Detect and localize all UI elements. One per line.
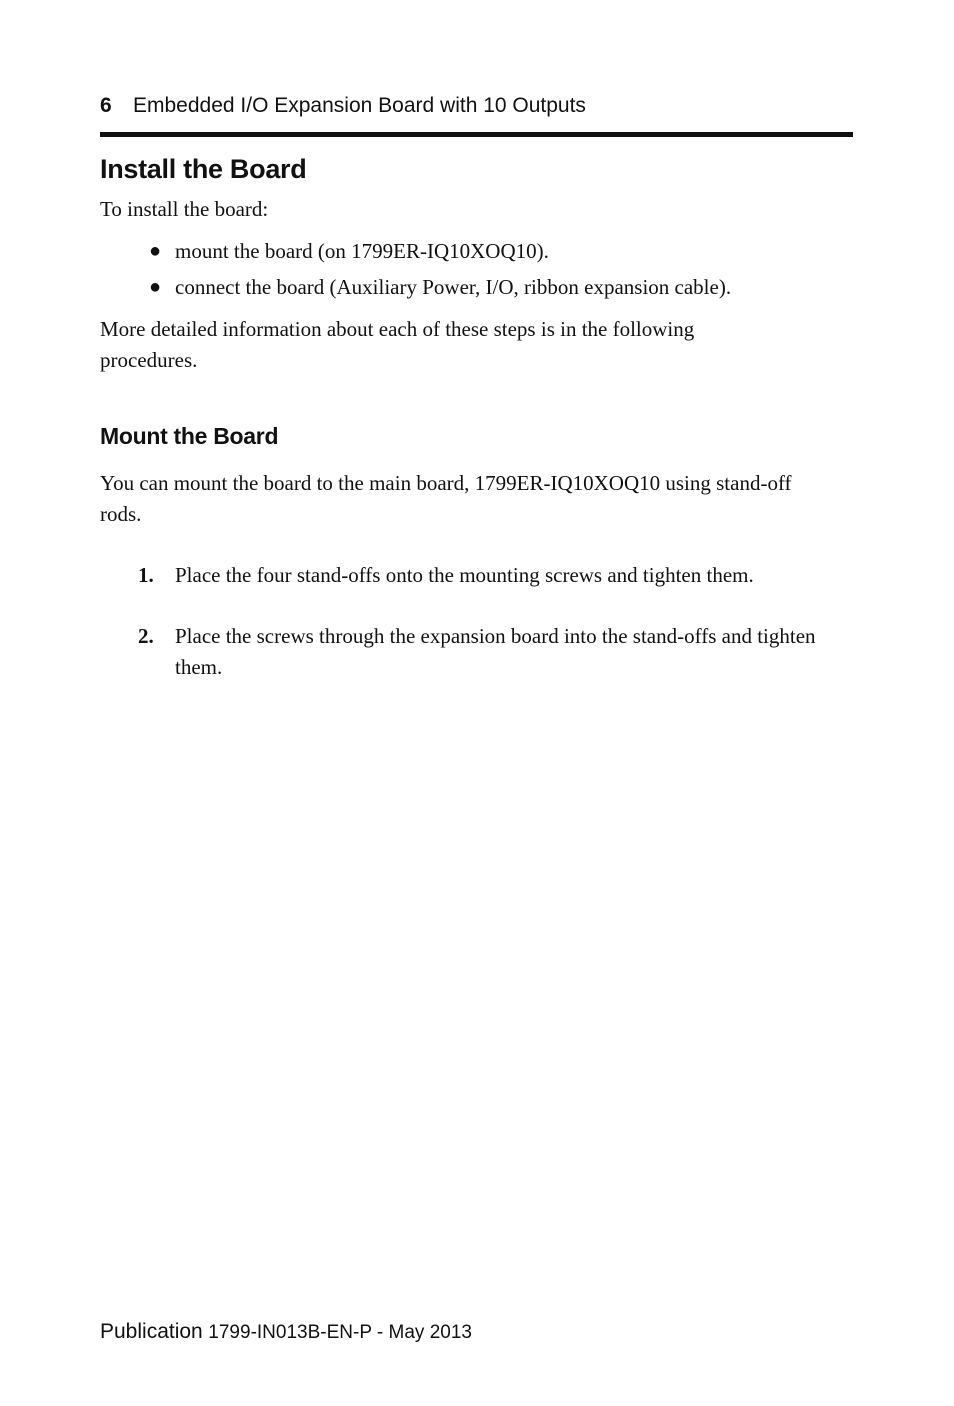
step-number: 2. [138, 624, 154, 648]
mount-intro: You can mount the board to the main board, 1799ER-IQ10XOQ10 using stand-off rods. [100, 471, 792, 526]
step-number: 1. [138, 563, 154, 587]
install-heading: Install the Board [100, 154, 307, 184]
running-header [100, 92, 852, 120]
install-followup: More detailed information about each of these steps is in the following procedures. [100, 317, 695, 372]
bullet-text: connect the board (Auxiliary Power, I/O, ribbon expansion cable). [175, 275, 732, 299]
page-number: 6 [100, 94, 112, 117]
mount-heading: Mount the Board [100, 423, 279, 449]
install-intro: To install the board: [100, 197, 269, 221]
bullet-icon: ● [149, 276, 162, 298]
bullet-text: mount the board (on 1799ER-IQ10XOQ10). [175, 239, 549, 263]
step-text: Place the screws through the expansion board into the stand-offs and tighten them. [175, 624, 816, 679]
publication-label: Publication [100, 1320, 203, 1343]
publication-code: 1799-IN013B-EN-P - May 2013 [208, 1322, 472, 1343]
step-text: Place the four stand-offs onto the mounting screws and tighten them. [175, 563, 754, 587]
footer [100, 1318, 472, 1347]
bullet-icon: ● [149, 240, 162, 262]
header-rule [100, 132, 853, 137]
running-title: Embedded I/O Expansion Board with 10 Outputs [133, 94, 586, 117]
